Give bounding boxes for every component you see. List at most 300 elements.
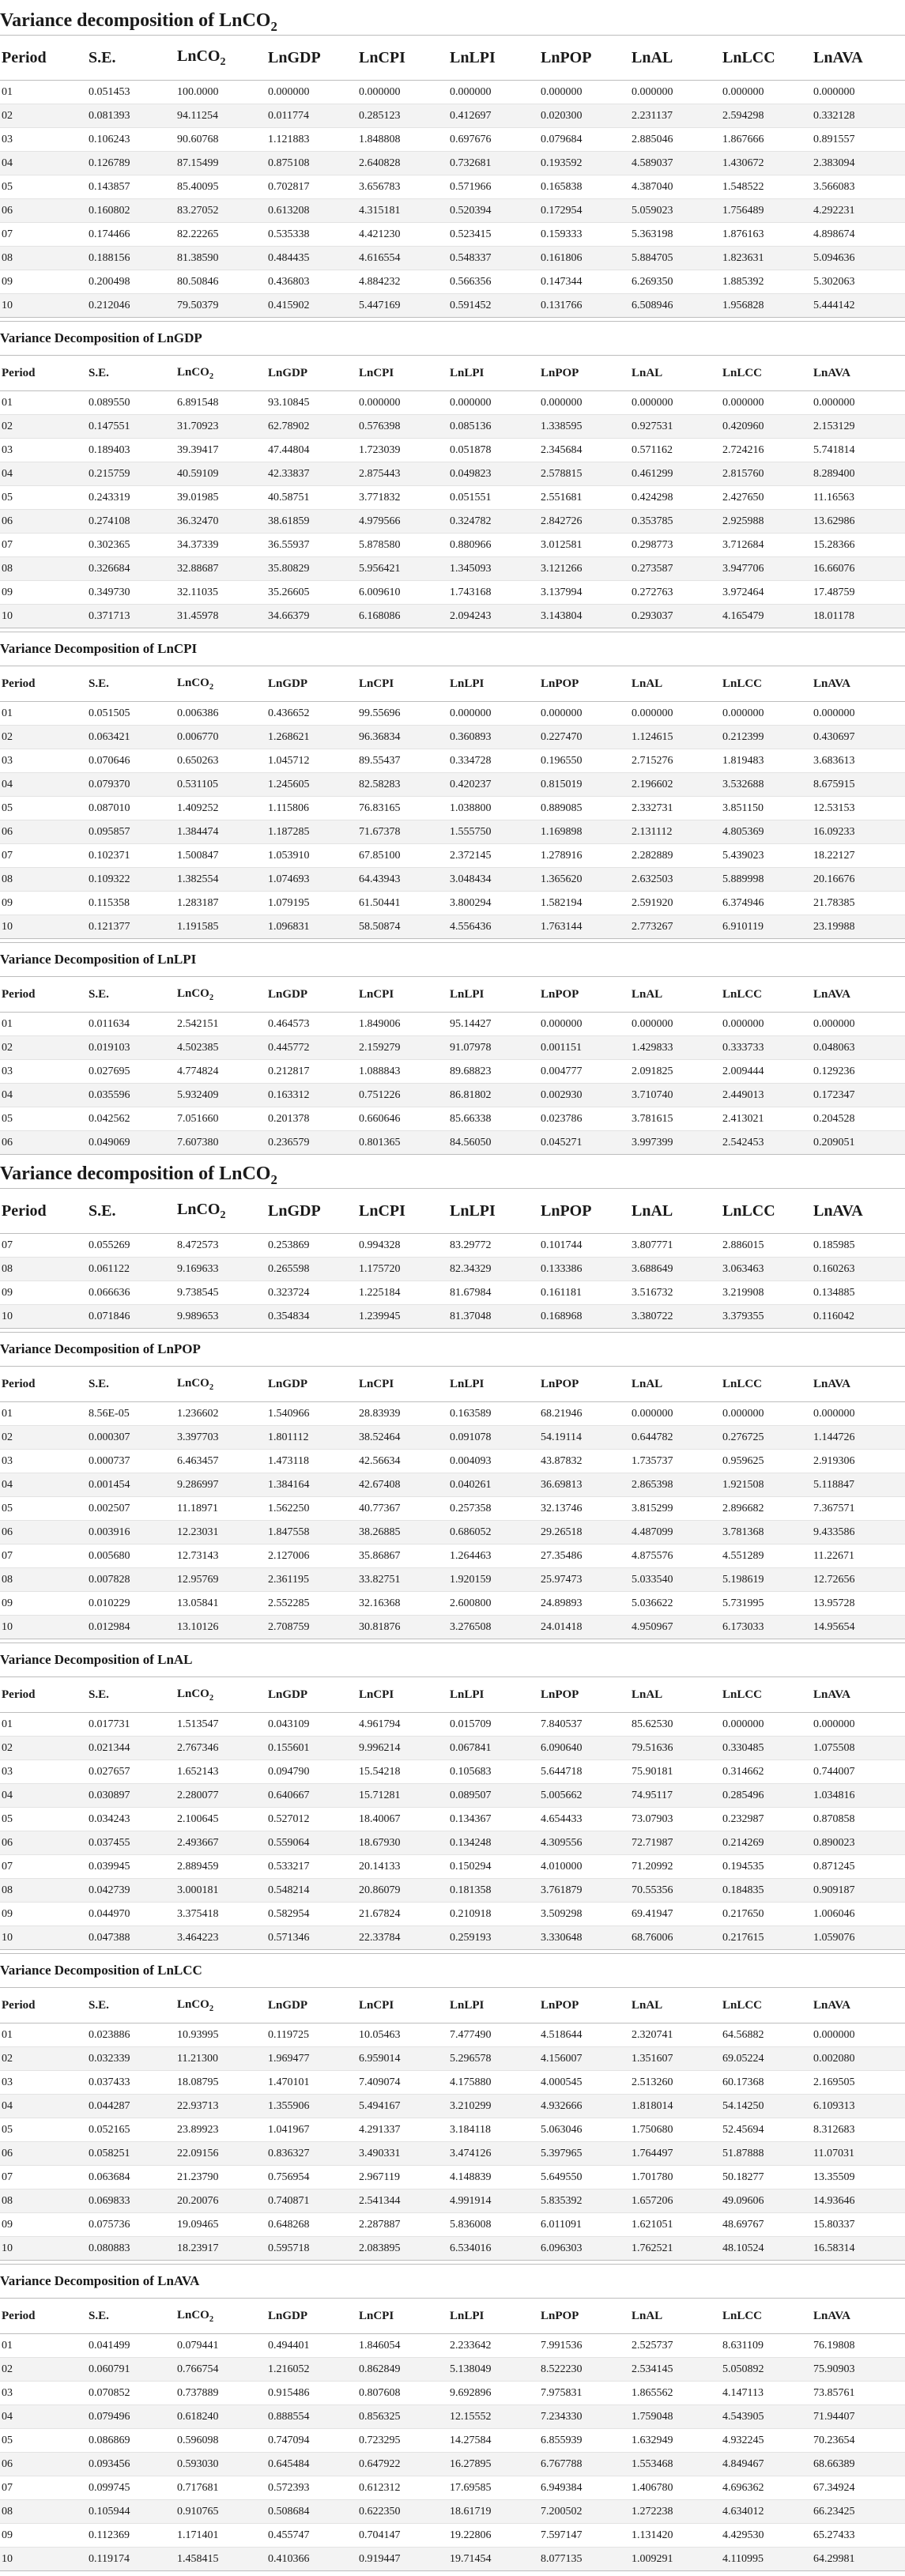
column-header: LnAL	[632, 1998, 663, 2012]
value-cell: 1.763144	[541, 920, 583, 933]
value-cell: 3.815299	[632, 1502, 673, 1514]
value-cell: 0.572393	[268, 2481, 310, 2494]
value-cell: 0.212399	[722, 730, 764, 743]
value-cell: 0.862849	[359, 2363, 401, 2375]
table-section	[0, 1332, 905, 1639]
value-cell: 3.380722	[632, 1310, 673, 1322]
value-cell: 0.756954	[268, 2171, 310, 2183]
period-cell: 10	[2, 609, 13, 622]
column-header: LnAL	[632, 1201, 673, 1220]
value-cell: 0.041499	[89, 2339, 130, 2352]
value-cell: 0.201378	[268, 1112, 310, 1125]
value-cell: 0.049823	[450, 467, 492, 480]
period-cell: 03	[2, 133, 13, 145]
column-header: Period	[2, 2309, 36, 2322]
value-cell: 17.69585	[450, 2481, 492, 2494]
value-cell: 5.397965	[541, 2147, 583, 2159]
value-cell: 70.23654	[813, 2434, 855, 2446]
value-cell: 1.846054	[359, 2339, 401, 2352]
table-row	[0, 844, 905, 868]
value-cell: 4.315181	[359, 204, 401, 217]
value-cell: 0.004093	[450, 1454, 492, 1467]
value-cell: 81.38590	[177, 251, 219, 264]
column-header: LnCPI	[359, 1201, 405, 1220]
value-cell: 0.060791	[89, 2363, 130, 2375]
value-cell: 3.330648	[541, 1931, 583, 1944]
column-header: LnCPI	[359, 987, 394, 1001]
period-cell: 01	[2, 2028, 13, 2041]
value-cell: 16.58314	[813, 2242, 855, 2254]
column-header: LnLCC	[722, 366, 763, 379]
value-cell: 6.011091	[541, 2218, 582, 2231]
value-cell: 1.876163	[722, 228, 764, 240]
value-cell: 0.051505	[89, 707, 130, 719]
value-cell: 7.840537	[541, 1718, 583, 1730]
table-row	[0, 1497, 905, 1521]
value-cell: 1.225184	[359, 1286, 401, 1299]
value-cell: 4.502385	[177, 1041, 219, 1054]
column-header: LnAVA	[813, 677, 850, 690]
value-cell: 0.002080	[813, 2052, 855, 2065]
value-cell: 2.578815	[541, 467, 583, 480]
value-cell: 0.214269	[722, 1836, 764, 1849]
value-cell: 4.292231	[813, 204, 855, 217]
period-cell: 06	[2, 1836, 13, 1849]
value-cell: 4.421230	[359, 228, 401, 240]
value-cell: 4.556436	[450, 920, 492, 933]
value-cell: 4.932245	[722, 2434, 764, 2446]
value-cell: 11.21300	[177, 2052, 218, 2065]
value-cell: 0.548214	[268, 1884, 310, 1896]
value-cell: 5.731995	[722, 1597, 764, 1609]
value-cell: 85.40095	[177, 180, 219, 193]
column-header: LnCPI	[359, 677, 394, 690]
value-cell: 93.10845	[268, 396, 310, 409]
value-cell: 2.600800	[450, 1597, 492, 1609]
period-cell: 07	[2, 1239, 13, 1251]
table-header-row	[0, 666, 905, 702]
value-cell: 4.010000	[541, 1860, 583, 1873]
value-cell: 1.169898	[541, 825, 583, 838]
value-cell: 1.430672	[722, 157, 764, 169]
value-cell: 0.000000	[541, 707, 583, 719]
value-cell: 5.296578	[450, 2052, 492, 2065]
table-header-row	[0, 2298, 905, 2334]
period-cell: 08	[2, 1884, 13, 1896]
value-cell: 0.314662	[722, 1765, 764, 1778]
value-cell: 0.147344	[541, 275, 583, 288]
value-cell: 7.597147	[541, 2529, 583, 2541]
table-header-row	[0, 355, 905, 391]
value-cell: 0.159333	[541, 228, 583, 240]
value-cell: 3.121266	[541, 562, 583, 575]
value-cell: 0.000737	[89, 1454, 130, 1467]
value-cell: 4.165479	[722, 609, 764, 622]
value-cell: 42.56634	[359, 1454, 401, 1467]
column-header: LnGDP	[268, 1377, 308, 1390]
value-cell: 6.767788	[541, 2457, 583, 2470]
column-header: LnPOP	[541, 1201, 592, 1220]
period-cell: 04	[2, 2410, 13, 2423]
value-cell: 2.127006	[268, 1549, 310, 1562]
value-cell: 83.29772	[450, 1239, 492, 1251]
table-body	[0, 2023, 905, 2261]
column-header: LnAVA	[813, 366, 850, 379]
value-cell: 0.079370	[89, 778, 130, 790]
value-cell: 5.050892	[722, 2363, 764, 2375]
table-header-row	[0, 1987, 905, 2023]
value-cell: 0.099745	[89, 2481, 130, 2494]
table-row	[0, 605, 905, 628]
value-cell: 2.919306	[813, 1454, 855, 1467]
value-cell: 13.05841	[177, 1597, 219, 1609]
value-cell: 1.034816	[813, 1789, 855, 1801]
value-cell: 0.115358	[89, 896, 130, 909]
value-cell: 0.134248	[450, 1836, 492, 1849]
value-cell: 3.997399	[632, 1136, 673, 1148]
value-cell: 0.430697	[813, 730, 855, 743]
value-cell: 0.093456	[89, 2457, 130, 2470]
value-cell: 15.80337	[813, 2218, 855, 2231]
value-cell: 0.000000	[722, 1017, 764, 1030]
value-cell: 2.100645	[177, 1812, 219, 1825]
value-cell: 0.000000	[813, 1407, 855, 1420]
value-cell: 0.035596	[89, 1088, 130, 1101]
value-cell: 0.027695	[89, 1065, 130, 1077]
value-cell: 0.032339	[89, 2052, 130, 2065]
value-cell: 2.542151	[177, 1017, 219, 1030]
value-cell: 0.193592	[541, 157, 583, 169]
value-cell: 4.654433	[541, 1812, 583, 1825]
value-cell: 0.075736	[89, 2218, 130, 2231]
value-cell: 1.956828	[722, 299, 764, 311]
value-cell: 3.474126	[450, 2147, 492, 2159]
value-cell: 13.62986	[813, 515, 855, 527]
value-cell: 6.374946	[722, 896, 764, 909]
value-cell: 2.525737	[632, 2339, 673, 2352]
value-cell: 10.93995	[177, 2028, 219, 2041]
value-cell: 32.88687	[177, 562, 219, 575]
column-header: Period	[2, 987, 36, 1001]
value-cell: 1.735737	[632, 1454, 673, 1467]
value-cell: 91.07978	[450, 1041, 492, 1054]
value-cell: 1.384474	[177, 825, 219, 838]
table-row	[0, 1060, 905, 1084]
value-cell: 3.947706	[722, 562, 764, 575]
period-cell: 06	[2, 2457, 13, 2470]
value-cell: 0.133386	[541, 1262, 583, 1275]
value-cell: 2.724216	[722, 443, 764, 456]
column-header: LnAL	[632, 1377, 663, 1390]
value-cell: 0.582954	[268, 1907, 310, 1920]
column-header: LnCPI	[359, 48, 405, 66]
column-header: LnAL	[632, 1688, 663, 1701]
value-cell: 0.424298	[632, 491, 673, 504]
value-cell: 35.86867	[359, 1549, 401, 1562]
column-header: LnLPI	[450, 1998, 485, 2012]
value-cell: 0.172954	[541, 204, 583, 217]
value-cell: 0.079684	[541, 133, 583, 145]
period-cell: 09	[2, 896, 13, 909]
table-row	[0, 1926, 905, 1950]
table-row	[0, 247, 905, 270]
table-title: Variance Decomposition of LnLCC	[0, 1953, 905, 1987]
value-cell: 73.85761	[813, 2386, 855, 2399]
table-row	[0, 581, 905, 605]
table-row	[0, 2023, 905, 2047]
value-cell: 0.165838	[541, 180, 583, 193]
value-cell: 35.80829	[268, 562, 310, 575]
value-cell: 0.204528	[813, 1112, 855, 1125]
column-header: Period	[2, 366, 36, 379]
value-cell: 40.77367	[359, 1502, 401, 1514]
table-row	[0, 104, 905, 128]
value-cell: 5.439023	[722, 849, 764, 862]
value-cell: 54.14250	[722, 2099, 764, 2112]
value-cell: 4.979566	[359, 515, 401, 527]
value-cell: 3.379355	[722, 1310, 764, 1322]
value-cell: 1.582194	[541, 896, 583, 909]
value-cell: 0.571966	[450, 180, 492, 193]
value-cell: 2.287887	[359, 2218, 401, 2231]
value-cell: 2.383094	[813, 157, 855, 169]
value-cell: 1.351607	[632, 2052, 673, 2065]
table-body	[0, 1013, 905, 1155]
value-cell: 0.257358	[450, 1502, 492, 1514]
column-header: Period	[2, 1688, 36, 1701]
value-cell: 9.286997	[177, 1478, 219, 1491]
value-cell: 2.925988	[722, 515, 764, 527]
value-cell: 1.743168	[450, 586, 492, 598]
value-cell: 0.915486	[268, 2386, 310, 2399]
value-cell: 33.82751	[359, 1573, 401, 1586]
period-cell: 02	[2, 1741, 13, 1754]
value-cell: 1.096831	[268, 920, 310, 933]
value-cell: 0.087010	[89, 801, 130, 814]
value-cell: 89.55437	[359, 754, 401, 767]
column-header: Period	[2, 1201, 47, 1220]
value-cell: 71.67378	[359, 825, 401, 838]
period-cell: 08	[2, 1573, 13, 1586]
value-cell: 0.527012	[268, 1812, 310, 1825]
value-cell: 0.919447	[359, 2552, 401, 2565]
value-cell: 3.532688	[722, 778, 764, 790]
value-cell: 3.048434	[450, 873, 492, 885]
column-header: LnGDP	[268, 987, 308, 1001]
value-cell: 3.781368	[722, 1526, 764, 1538]
value-cell: 0.131766	[541, 299, 583, 311]
period-cell: 05	[2, 801, 13, 814]
table-row	[0, 2358, 905, 2382]
column-header: LnPOP	[541, 987, 579, 1001]
value-cell: 0.717681	[177, 2481, 219, 2494]
value-cell: 0.010229	[89, 1597, 130, 1609]
value-cell: 76.19808	[813, 2339, 855, 2352]
table-row	[0, 462, 905, 486]
table-row	[0, 391, 905, 415]
table-title: Variance decomposition of LnCO$_2$	[0, 10, 277, 34]
value-cell: 82.22265	[177, 228, 219, 240]
value-cell: 0.640667	[268, 1789, 310, 1801]
value-cell: 36.69813	[541, 1478, 583, 1491]
value-cell: 0.034243	[89, 1812, 130, 1825]
value-cell: 0.189403	[89, 443, 130, 456]
value-cell: 1.245605	[268, 778, 310, 790]
value-cell: 68.21946	[541, 1407, 583, 1420]
period-cell: 09	[2, 2529, 13, 2541]
value-cell: 0.172347	[813, 1088, 855, 1101]
value-cell: 4.543905	[722, 2410, 764, 2423]
value-cell: 67.34924	[813, 2481, 855, 2494]
value-cell: 0.232987	[722, 1812, 764, 1825]
value-cell: 1.355906	[268, 2099, 310, 2112]
column-header: LnCPI	[359, 1377, 394, 1390]
table-row	[0, 486, 905, 510]
value-cell: 0.000000	[813, 2028, 855, 2041]
value-cell: 0.000000	[541, 396, 583, 409]
column-header: LnAL	[632, 987, 663, 1001]
value-cell: 5.094636	[813, 251, 855, 264]
value-cell: 1.382554	[177, 873, 219, 885]
value-cell: 36.55937	[268, 538, 310, 551]
period-cell: 01	[2, 707, 13, 719]
value-cell: 0.371713	[89, 609, 130, 622]
value-cell: 5.118847	[813, 1478, 854, 1491]
column-header: S.E.	[89, 677, 109, 690]
value-cell: 5.036622	[632, 1597, 673, 1609]
value-cell: 4.961794	[359, 1718, 401, 1730]
table-row	[0, 1544, 905, 1568]
value-cell: 94.11254	[177, 109, 218, 122]
value-cell: 8.077135	[541, 2552, 583, 2565]
value-cell: 49.09606	[722, 2194, 764, 2207]
value-cell: 18.67930	[359, 1836, 401, 1849]
value-cell: 0.591452	[450, 299, 492, 311]
value-cell: 1.272238	[632, 2505, 673, 2518]
value-cell: 2.094243	[450, 609, 492, 622]
table-row	[0, 1450, 905, 1473]
column-header: LnPOP	[541, 1998, 579, 2012]
value-cell: 1.338595	[541, 420, 583, 432]
value-cell: 22.09156	[177, 2147, 219, 2159]
column-header: LnAL	[632, 2309, 663, 2322]
value-cell: 1.045712	[268, 754, 310, 767]
table-section	[0, 632, 905, 939]
value-cell: 3.851150	[722, 801, 764, 814]
value-cell: 99.55696	[359, 707, 401, 719]
table-title: Variance Decomposition of LnAVA	[0, 2264, 905, 2298]
value-cell: 6.009610	[359, 586, 401, 598]
value-cell: 68.76006	[632, 1931, 673, 1944]
value-cell: 7.367571	[813, 1502, 855, 1514]
value-cell: 0.155601	[268, 1741, 310, 1754]
value-cell: 0.085136	[450, 420, 492, 432]
value-cell: 1.268621	[268, 730, 310, 743]
value-cell: 5.138049	[450, 2363, 492, 2375]
value-cell: 8.522230	[541, 2363, 583, 2375]
value-cell: 0.030897	[89, 1789, 130, 1801]
table-title: Variance Decomposition of LnCPI	[0, 632, 905, 666]
value-cell: 0.052165	[89, 2123, 130, 2136]
value-cell: 0.000000	[359, 85, 401, 98]
table-row	[0, 439, 905, 462]
period-cell: 08	[2, 2505, 13, 2518]
value-cell: 12.15552	[450, 2410, 492, 2423]
value-cell: 0.000000	[722, 1718, 764, 1730]
period-cell: 05	[2, 491, 13, 504]
period-cell: 01	[2, 1017, 13, 1030]
value-cell: 0.559064	[268, 1836, 310, 1849]
period-cell: 10	[2, 299, 13, 311]
table-row	[0, 2429, 905, 2453]
period-cell: 09	[2, 1907, 13, 1920]
value-cell: 0.160263	[813, 1262, 855, 1275]
value-cell: 0.000000	[813, 396, 855, 409]
column-header: LnAVA	[813, 1998, 850, 2012]
value-cell: 0.332128	[813, 109, 855, 122]
value-cell: 0.888554	[268, 2410, 310, 2423]
value-cell: 0.801365	[359, 1136, 401, 1148]
value-cell: 21.78385	[813, 896, 855, 909]
value-cell: 0.212046	[89, 299, 130, 311]
table-header-row	[0, 1366, 905, 1402]
table-row	[0, 749, 905, 773]
value-cell: 1.131420	[632, 2529, 673, 2541]
value-cell: 40.59109	[177, 467, 219, 480]
value-cell: 1.818014	[632, 2099, 673, 2112]
value-cell: 80.50846	[177, 275, 219, 288]
column-header: LnCPI	[359, 1998, 394, 2012]
value-cell: 7.975831	[541, 2386, 583, 2399]
value-cell: 1.701780	[632, 2171, 673, 2183]
table-row	[0, 294, 905, 318]
value-cell: 1.801112	[268, 1431, 309, 1443]
period-cell: 03	[2, 1454, 13, 1467]
value-cell: 0.000307	[89, 1431, 130, 1443]
period-cell: 03	[2, 2386, 13, 2399]
table-row	[0, 2142, 905, 2166]
value-cell: 8.472573	[177, 1239, 219, 1251]
value-cell: 0.334728	[450, 754, 492, 767]
table-title: Variance Decomposition of LnGDP	[0, 321, 905, 355]
table-row	[0, 1234, 905, 1258]
value-cell: 3.375418	[177, 1907, 219, 1920]
value-cell: 0.455747	[268, 2529, 310, 2541]
value-cell: 1.429833	[632, 1041, 673, 1054]
value-cell: 0.212817	[268, 1065, 310, 1077]
table-row	[0, 1855, 905, 1879]
table-section	[0, 942, 905, 1155]
value-cell: 2.159279	[359, 1041, 401, 1054]
table-row	[0, 1713, 905, 1737]
value-cell: 0.089507	[450, 1789, 492, 1801]
value-cell: 0.880966	[450, 538, 492, 551]
value-cell: 0.002930	[541, 1088, 583, 1101]
value-cell: 0.596098	[177, 2434, 219, 2446]
value-cell: 0.134367	[450, 1812, 492, 1825]
value-cell: 0.063684	[89, 2171, 130, 2183]
value-cell: 0.732681	[450, 157, 492, 169]
value-cell: 12.53153	[813, 801, 855, 814]
value-cell: 0.051878	[450, 443, 492, 456]
column-header: LnLPI	[450, 48, 496, 66]
value-cell: 0.253869	[268, 1239, 310, 1251]
period-cell: 10	[2, 2242, 13, 2254]
table-header-row	[0, 976, 905, 1013]
value-cell: 0.484435	[268, 251, 310, 264]
value-cell: 1.365620	[541, 873, 583, 885]
table-row	[0, 1808, 905, 1831]
